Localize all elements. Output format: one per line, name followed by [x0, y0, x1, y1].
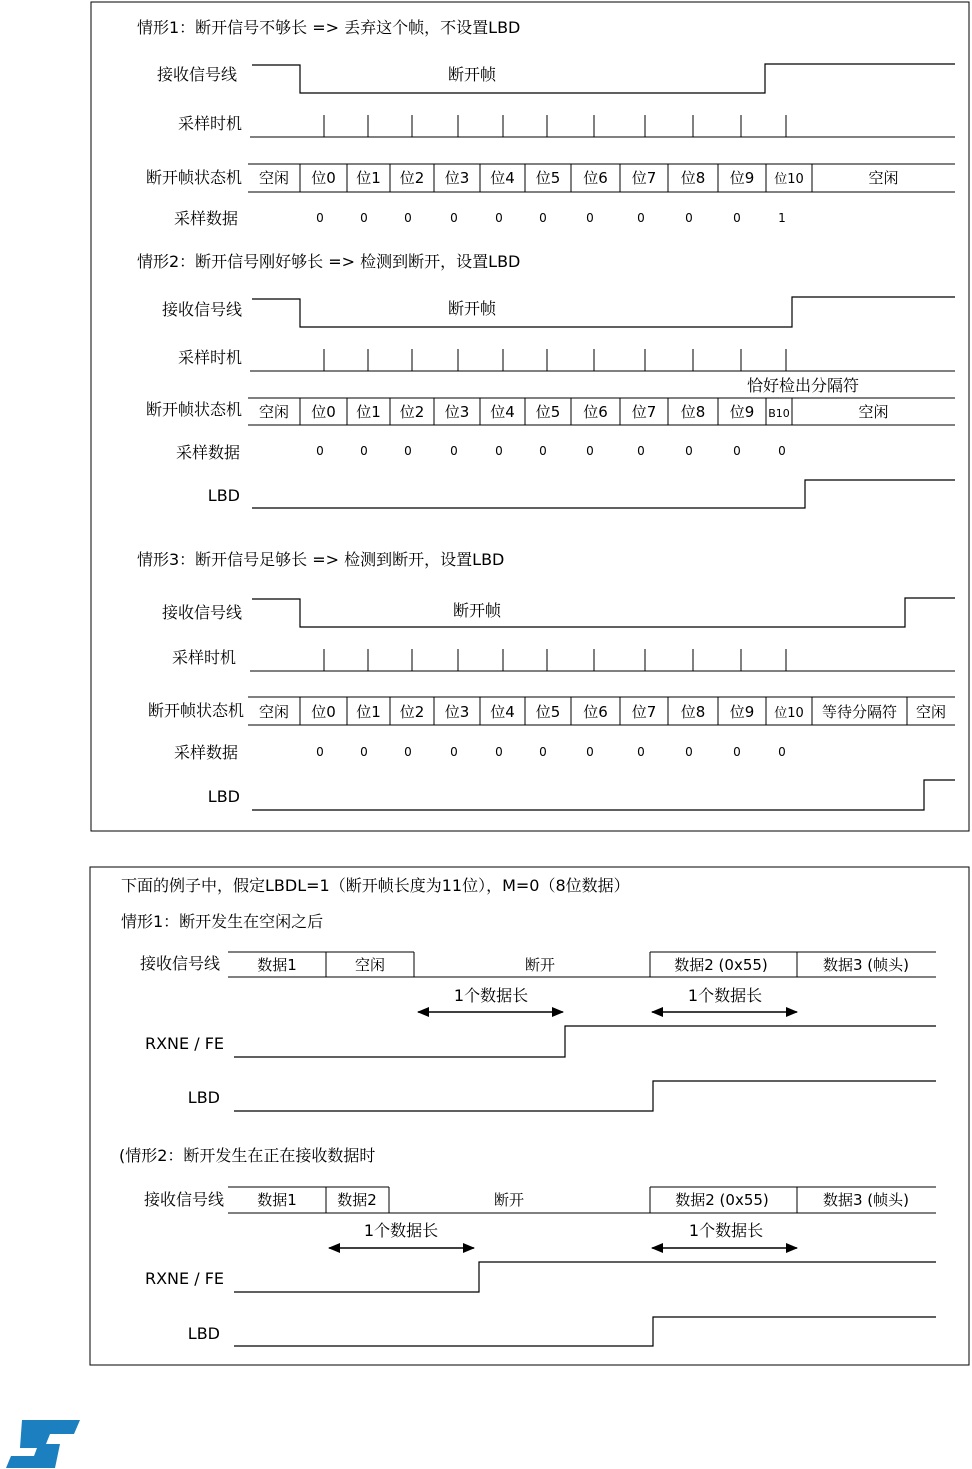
figure2-frame: [90, 867, 969, 1365]
state-cell: 位7: [631, 403, 657, 421]
sample-value: 0: [495, 745, 503, 759]
state-cell: 位6: [583, 403, 608, 421]
state-cell: 位8: [680, 169, 706, 187]
case1-data-label: 采样数据: [173, 209, 238, 228]
state-cell: 位0: [311, 169, 336, 187]
state-cell: 位4: [490, 703, 515, 721]
case1-sm-label: 断开帧状态机: [145, 168, 242, 187]
sample-value: 0: [586, 444, 594, 458]
case2-clk-label: 采样时机: [177, 348, 242, 367]
case3-title: 情形3：断开信号足够长 => 检测到断开，设置LBD: [137, 550, 505, 569]
state-cell: 空闲: [858, 403, 889, 421]
fig2-case2-seg-data3: 数据3 (帧头): [822, 1191, 910, 1209]
case3-lbd-waveform: [252, 780, 955, 810]
fig2-case1-rxne-waveform: [234, 1026, 936, 1057]
fig2-case1-lbd-waveform: [234, 1081, 936, 1111]
state-cell: 等待分隔符: [821, 703, 898, 721]
sample-value: 0: [450, 745, 458, 759]
fig2-case1-rxne-label: RXNE / FE: [144, 1034, 224, 1053]
fig2-case2-seg-data2b: 数据2 (0x55): [675, 1191, 769, 1209]
sample-value: 0: [539, 444, 547, 458]
state-cell: 位4: [490, 169, 515, 187]
state-cell: 位0: [311, 703, 336, 721]
case2-rx-waveform: [252, 297, 955, 327]
sample-value: 0: [404, 745, 412, 759]
case2-sm-label: 断开帧状态机: [145, 400, 242, 419]
state-cell: 位9: [729, 703, 755, 721]
fig2-case2-title: (情形2：断开发生在正在接收数据时: [119, 1146, 376, 1165]
sample-value: 0: [495, 444, 503, 458]
case2-title: 情形2：断开信号刚好够长 => 检测到断开，设置LBD: [137, 252, 521, 271]
case3-data-label: 采样数据: [173, 743, 238, 762]
case3-rx-waveform: [252, 598, 955, 627]
fig2-case1-rx-label: 接收信号线: [139, 954, 220, 973]
state-cell: 位10: [774, 172, 804, 187]
fig2-case1-seg-idle: 空闲: [354, 956, 386, 974]
state-cell: 位7: [631, 703, 657, 721]
fig2-case1-seg-data1: 数据1: [257, 956, 297, 974]
sample-value: 0: [316, 444, 324, 458]
state-cell: 位2: [399, 169, 425, 187]
sample-value: 0: [637, 211, 645, 225]
state-cell: 位3: [444, 403, 470, 421]
fig2-case1-seg-data3: 数据3 (帧头): [822, 956, 910, 974]
case3-sample-clock: [250, 649, 955, 671]
case1-sample-data: [316, 211, 786, 225]
state-cell: 位3: [444, 703, 470, 721]
case1-rx-waveform: [252, 64, 955, 93]
case1-frame-label: 断开帧: [447, 65, 497, 84]
sample-value: 0: [586, 745, 594, 759]
sample-value: 0: [450, 211, 458, 225]
case2-lbd-waveform: [252, 480, 955, 508]
sample-value: 0: [778, 444, 786, 458]
fig2-case2-rxne-waveform: [234, 1262, 936, 1292]
state-cell: 位4: [490, 403, 515, 421]
case1-title: 情形1：断开信号不够长 => 丢弃这个帧，不设置LBD: [137, 18, 521, 37]
sample-value: 0: [495, 211, 503, 225]
fig2-case1-seg-data2: 数据2 (0x55): [674, 956, 768, 974]
case2-data-label: 采样数据: [175, 443, 240, 462]
sample-value: 1: [778, 211, 786, 225]
case3-rx-label: 接收信号线: [161, 603, 242, 622]
case2-sample-clock: [250, 349, 955, 371]
case2-state-machine: [248, 398, 955, 425]
case2-frame-label: 断开帧: [447, 299, 497, 318]
fig2-case1-group: [121, 912, 936, 1111]
state-cell: 空闲: [258, 403, 290, 421]
sample-value: 0: [360, 211, 368, 225]
sample-value: 0: [733, 444, 741, 458]
case2-note: 恰好检出分隔符: [746, 376, 860, 395]
state-cell: 空闲: [258, 703, 290, 721]
fig2-case2-seg-break: 断开: [493, 1191, 525, 1209]
sample-value: 0: [450, 444, 458, 458]
fig2-case1-arrow2-label: 1个数据长: [687, 986, 763, 1005]
fig2-case2-rxne-label: RXNE / FE: [144, 1269, 224, 1288]
state-cell: 空闲: [258, 169, 290, 187]
sample-value: 0: [733, 211, 741, 225]
fig2-intro: 下面的例子中，假定LBDL=1（断开帧长度为11位），M=0（8位数据）: [121, 876, 630, 895]
sample-value: 0: [539, 211, 547, 225]
fig2-case2-lbd-label: LBD: [187, 1324, 220, 1343]
case3-sm-label: 断开帧状态机: [147, 701, 244, 720]
state-cell: 位5: [535, 169, 561, 187]
case2-group: [137, 252, 955, 508]
state-cell: 位10: [774, 706, 804, 721]
fig2-case2-arrow1-label: 1个数据长: [363, 1221, 439, 1240]
case3-lbd-label: LBD: [207, 787, 240, 806]
case3-state-machine: [248, 697, 955, 725]
case3-sample-data: [316, 745, 786, 759]
fig2-case2-group: [119, 1146, 936, 1346]
fig2-case2-lbd-waveform: [234, 1317, 936, 1346]
state-cell: 位8: [680, 703, 706, 721]
state-cell: 位5: [535, 403, 561, 421]
state-cell: 位1: [356, 403, 381, 421]
sample-value: 0: [316, 745, 324, 759]
state-cell: 位1: [356, 169, 381, 187]
fig2-case1-arrow1-label: 1个数据长: [453, 986, 529, 1005]
case1-clk-label: 采样时机: [177, 114, 242, 133]
state-cell: 位7: [631, 169, 657, 187]
sample-value: 0: [637, 444, 645, 458]
fig2-case2-rx-label: 接收信号线: [143, 1190, 224, 1209]
sample-value: 0: [637, 745, 645, 759]
sample-value: 0: [316, 211, 324, 225]
fig2-case1-title: 情形1：断开发生在空闲之后: [121, 912, 324, 931]
state-cell: B10: [768, 407, 790, 420]
state-cell: 位9: [729, 403, 755, 421]
st-logo: [6, 1420, 80, 1468]
st-logo-mark: [6, 1420, 80, 1468]
sample-value: 0: [685, 745, 693, 759]
sample-value: 0: [586, 211, 594, 225]
state-cell: 位5: [535, 703, 561, 721]
case1-group: [137, 18, 955, 228]
state-cell: 位3: [444, 169, 470, 187]
state-cell: 位6: [583, 169, 608, 187]
state-cell: 空闲: [915, 703, 947, 721]
sample-value: 0: [685, 211, 693, 225]
fig2-case1-lbd-label: LBD: [187, 1088, 220, 1107]
case1-sample-clock: [250, 115, 955, 137]
sample-value: 0: [685, 444, 693, 458]
sample-value: 0: [404, 211, 412, 225]
case2-rx-label: 接收信号线: [161, 300, 242, 319]
sample-value: 0: [733, 745, 741, 759]
sample-value: 0: [539, 745, 547, 759]
sample-value: 0: [360, 745, 368, 759]
case1-rx-label: 接收信号线: [156, 65, 237, 84]
fig2-case2-seg-data1: 数据1: [257, 1191, 297, 1209]
state-cell: 位8: [680, 403, 706, 421]
fig2-case2-seg-data2a: 数据2: [337, 1191, 377, 1209]
sample-value: 0: [778, 745, 786, 759]
case3-clk-label: 采样时机: [171, 648, 236, 667]
case2-lbd-label: LBD: [207, 486, 240, 505]
state-cell: 位2: [399, 703, 425, 721]
case1-state-machine: [248, 164, 955, 192]
state-cell: 位0: [311, 403, 336, 421]
state-cell: 位2: [399, 403, 425, 421]
state-cell: 空闲: [868, 169, 899, 187]
fig2-case2-arrow2-label: 1个数据长: [688, 1221, 764, 1240]
state-cell: 位6: [583, 703, 608, 721]
fig2-case1-seg-break: 断开: [524, 956, 556, 974]
state-cell: 位1: [356, 703, 381, 721]
case3-group: [137, 550, 955, 810]
case2-sample-data: [316, 444, 786, 458]
sample-value: 0: [360, 444, 368, 458]
state-cell: 位9: [729, 169, 755, 187]
sample-value: 0: [404, 444, 412, 458]
case3-frame-label: 断开帧: [452, 601, 502, 620]
